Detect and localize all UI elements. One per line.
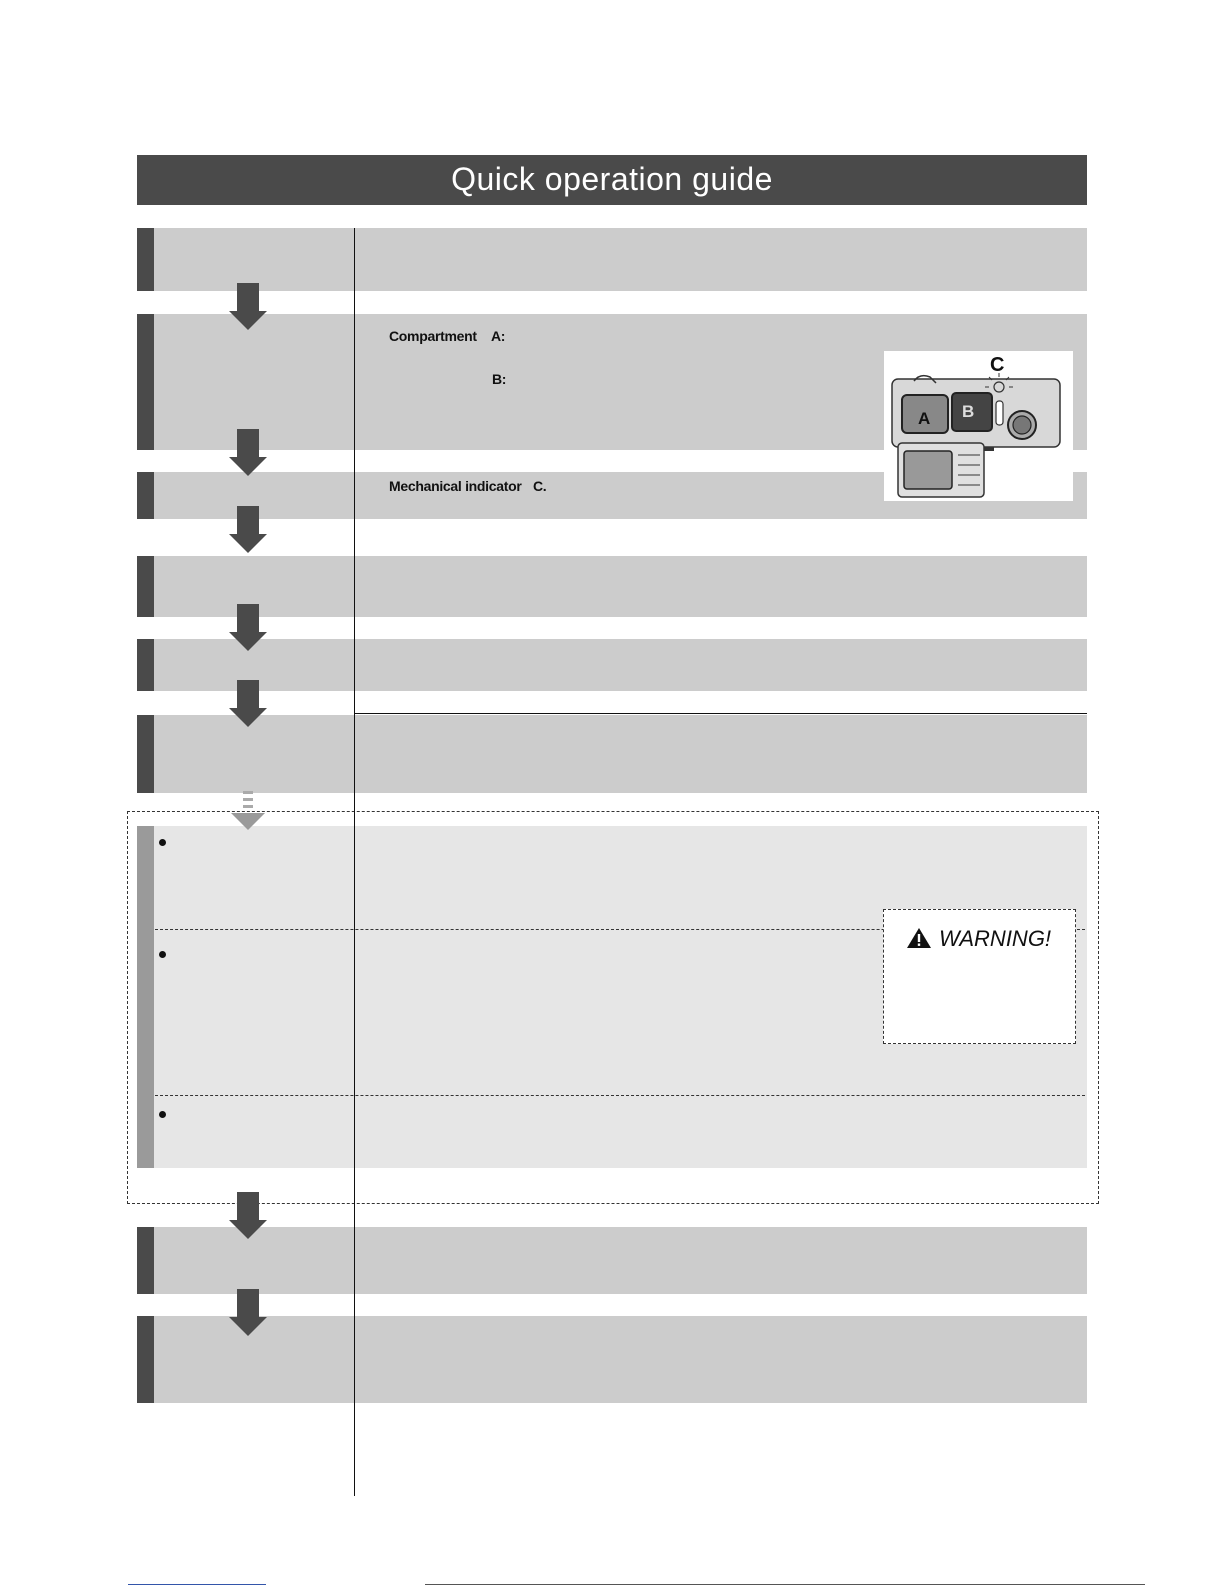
step-tab bbox=[137, 314, 154, 450]
step-band-1 bbox=[137, 228, 1087, 291]
step-band-7 bbox=[137, 1227, 1087, 1294]
down-arrow-icon bbox=[237, 1289, 259, 1319]
step-band-4 bbox=[137, 556, 1087, 617]
dashed-arrow-stem bbox=[243, 805, 253, 808]
step-tab bbox=[137, 472, 154, 519]
compartment-a-label: A: bbox=[491, 328, 506, 344]
bullet-icon bbox=[159, 839, 166, 846]
dashed-arrow-stem bbox=[243, 791, 253, 794]
section-divider bbox=[155, 1095, 1085, 1096]
down-arrow-icon bbox=[237, 506, 259, 536]
dashed-down-arrow-icon bbox=[231, 813, 265, 830]
step-tab bbox=[137, 1227, 154, 1294]
row-divider bbox=[354, 713, 1087, 714]
step-tab bbox=[137, 228, 154, 291]
down-arrow-icon bbox=[237, 283, 259, 313]
step-band-5 bbox=[137, 639, 1087, 691]
indicator-c-label: C. bbox=[533, 478, 547, 494]
illustration-label-a: A bbox=[918, 409, 931, 428]
step-band-8 bbox=[137, 1316, 1087, 1403]
step-tab bbox=[137, 715, 154, 793]
warning-box bbox=[883, 909, 1076, 1044]
illustration-label-c: C bbox=[990, 354, 1005, 376]
dispenser-drawing bbox=[884, 351, 1073, 501]
step-tab bbox=[137, 1316, 154, 1403]
down-arrow-icon bbox=[237, 1192, 259, 1222]
warning-icon bbox=[906, 927, 932, 949]
mechanical-indicator-label: Mechanical indicator bbox=[389, 478, 522, 494]
bullet-icon bbox=[159, 1111, 166, 1118]
step-tab bbox=[137, 556, 154, 617]
dashed-arrow-stem bbox=[243, 798, 253, 801]
step-band-6 bbox=[137, 715, 1087, 793]
step-tab bbox=[137, 639, 154, 691]
page-title: Quick operation guide bbox=[137, 155, 1087, 205]
warning-title: WARNING! bbox=[939, 926, 1052, 951]
column-divider bbox=[354, 228, 355, 1496]
down-arrow-icon bbox=[237, 604, 259, 634]
bullet-icon bbox=[159, 951, 166, 958]
down-arrow-icon bbox=[237, 429, 259, 459]
compartment-b-label: B: bbox=[492, 371, 507, 387]
illustration-label-b: B bbox=[962, 402, 975, 421]
dispenser-illustration bbox=[884, 351, 1073, 501]
down-arrow-icon bbox=[237, 680, 259, 710]
compartment-label: Compartment bbox=[389, 328, 477, 344]
